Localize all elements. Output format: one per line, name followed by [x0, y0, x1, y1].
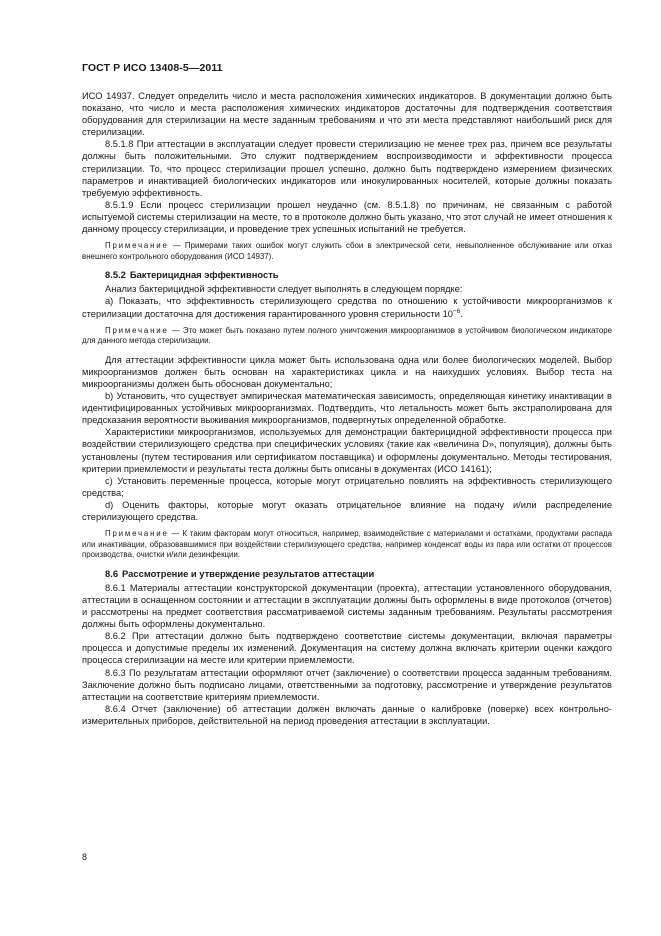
section-number: 8.6	[105, 567, 119, 579]
note-label: Примечание	[105, 241, 169, 251]
paragraph-text: Анализ бактерицидной эффективности следует выполнять в следующем порядке:	[105, 284, 463, 295]
note	[82, 241, 612, 262]
paragraph-tail: .	[460, 308, 463, 319]
note-text: — Это может быть показано путем полного уничтожения микроорганизмов в устойчивом биологическом индикаторе для данного метода стерилизации.	[82, 325, 612, 346]
paragraph-text: 8.6.4 Отчет (заключение) об аттестации должен включать данные о калибровке (поверке) всех контрольно-измерительных приборов, действительной на период проведения аттестации в эксплуатации.	[82, 703, 612, 726]
paragraph	[82, 390, 612, 426]
paragraph-text: a) Показать, что эффективность стерилизующего средства по отношению к устойчивости микроорганизмов к стерилизации достаточна для достижения гарантированного уровня стерильности 10	[82, 296, 612, 319]
document-header: ГОСТ Р ИСО 13408-5—2011	[82, 62, 223, 74]
paragraph	[82, 295, 612, 319]
section-heading	[82, 568, 612, 580]
paragraph	[82, 138, 612, 198]
paragraph	[82, 354, 612, 390]
paragraph	[82, 475, 612, 499]
paragraph	[82, 90, 612, 138]
note-label: Примечание	[105, 325, 169, 335]
page-number: 8	[82, 852, 88, 862]
section-number: 8.5.2	[105, 269, 126, 281]
paragraph	[82, 426, 612, 474]
paragraph-text: 8.5.1.8 При аттестации в эксплуатации следует провести стерилизацию не менее трех раз, причем все результаты должны быть положительными. Это служит подтверждением воспроизводимости и эффективности процесса стерилизации. То, что процесс стерилизации прошел успешно, должно быть подтверждено измерением физических параметров и инактивацией биологических индикаторов или инокулированных носителей, которые должны показать требуемую эффективность.	[82, 139, 612, 198]
note	[82, 529, 612, 561]
note	[82, 326, 612, 347]
section-title: Рассмотрение и утверждение результатов аттестации	[122, 567, 375, 579]
paragraph-text: 8.5.1.9 Если процесс стерилизации прошел неудачно (см. 8.5.1.8) по причинам, не связанным с работой испытуемой системы стерилизации на месте, то в протоколе должно быть указано, что этот случай не имеет отношения к данному процессу стерилизации, и проведение трех успешных испытаний не требуется.	[82, 199, 612, 235]
paragraph-text: 8.6.2 При аттестации должно быть подтверждено соответствие системы документации, включая параметры процесса и допустимые пределы их изменений. Документация на систему должна включать критерии оценки каждого процесса стерилизации на месте или критерии приемлемости.	[82, 631, 612, 666]
section-title: Бактерицидная эффективность	[129, 269, 279, 281]
note-text: — К таким факторам могут относиться, например, взаимодействие с материалами и остатками, продуктами распада или инактивации, образовавшимися при воздействии стерилизующего средства, например конденсат воды из пара или остатки от процессов производства, очистки и/или дезинфекции.	[82, 529, 612, 560]
paragraph	[82, 703, 612, 727]
section-heading	[82, 269, 612, 281]
paragraph-text: 8.6.1 Материалы аттестации конструкторской документации (проекта), аттестации установленного оборудования, аттестации в оснащенном состоянии и аттестации в эксплуатации должны быть оформлены в виде протоколов (отчетов) и рассмотрены на предмет соответствия рассматриваемой системы заданным требованиям. Результаты рассмотрения должны быть оформлены документально.	[82, 582, 612, 630]
paragraph-text: c) Установить переменные процесса, которые могут отрицательно повлиять на эффективность стерилизующего средства;	[82, 475, 612, 498]
note-text: — Примерами таких ошибок могут служить сбои в электрической сети, невыполненное обслуживание или отказ внешнего контрольного оборудования (ИСО 14937).	[82, 241, 612, 261]
paragraph-text: Для аттестации эффективности цикла может быть использована одна или более биологических моделей. Выбор микроорганизмов должен быть основан на характеристиках цикла и на наихудших условиях. Выбор теста на микроорганизмы должен быть обоснован документально;	[82, 354, 612, 389]
note-label: Примечание	[105, 529, 169, 539]
paragraph	[82, 199, 612, 235]
paragraph-text: d) Оценить факторы, которые могут оказать отрицательное влияние на подачу и/или распределение стерилизующего средства.	[82, 499, 612, 522]
paragraph-text: 8.6.3 По результатам аттестации оформляют отчет (заключение) о соответствии процесса заданным требованиям. Заключение должно быть подписано лицами, ответственными за подготовку, рассмотрение и утверждение результатов аттестации на соответствие критериям приемлемости.	[82, 667, 612, 702]
paragraph	[82, 499, 612, 523]
paragraph	[82, 283, 612, 295]
document-body	[82, 90, 612, 727]
paragraph-text: b) Установить, что существует эмпирическая математическая зависимость, определяющая кинетику инактивации в идентифицированных устойчивых микроорганизмах. Подтвердить, что летальность может быть экстраполирована для предсказания вероятности выживания микроорганизмов, подвергнутых определенной обработке.	[82, 391, 612, 426]
document-page	[82, 62, 612, 727]
superscript: −6	[452, 307, 461, 315]
paragraph-text: ИСО 14937. Следует определить число и места расположения химических индикаторов. В документации должно быть показано, что число и места расположения химических индикаторов достаточны для подтверждения соответствия оборудования для стерилизации на месте заданным требованиям и что эти места представляют наибольший риск для стерилизации.	[82, 91, 612, 138]
paragraph	[82, 582, 612, 630]
paragraph	[82, 667, 612, 703]
paragraph-text: Характеристики микроорганизмов, используемых для демонстрации бактерицидной эффективности процесса при воздействии стерилизующего средства при специфических условиях (такие как «величина D», популяция), должны быть установлены (путем тестирования или сертификатом поставщика) и оформлены документально. Методы тестирования, критерии приемлемости и результаты теста должны быть описаны в документах (ИСО 14161);	[82, 427, 612, 474]
paragraph	[82, 630, 612, 666]
